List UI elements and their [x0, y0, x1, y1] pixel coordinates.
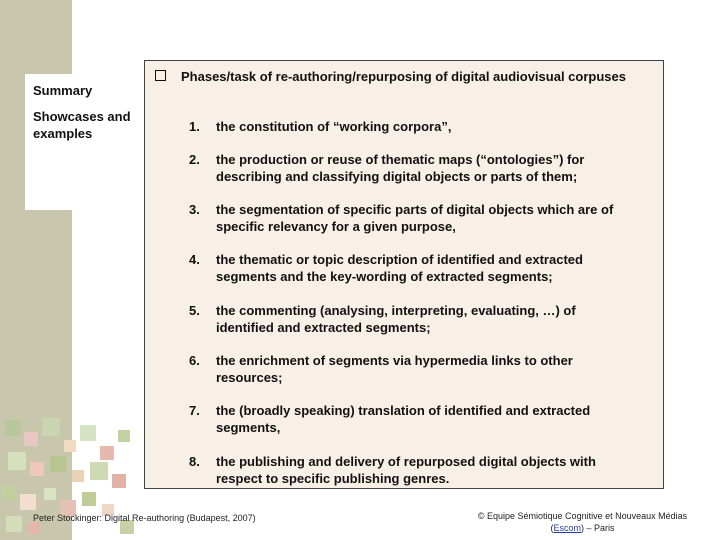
escom-link[interactable]: Escom — [553, 523, 581, 533]
list-item-text: the thematic or topic description of identified and extracted segments and the key-wording of extracted segments; — [216, 252, 583, 284]
list-item-number: 1. — [189, 119, 200, 134]
footer-paren-close: ) – Paris — [581, 523, 615, 533]
decorative-square — [80, 425, 96, 441]
list-item-text: the segmentation of specific parts of digital objects which are of specific relevancy for a given purpose, — [216, 202, 614, 234]
summary-nav-panel — [25, 74, 145, 210]
decorative-square — [20, 494, 36, 510]
decorative-square — [5, 420, 21, 436]
list-item-number: 2. — [189, 152, 200, 167]
list-item — [189, 251, 629, 285]
list-item-number: 4. — [189, 252, 200, 267]
decorative-square — [24, 432, 38, 446]
footer-paren-open: ( — [550, 523, 554, 533]
decorative-square — [64, 440, 76, 452]
list-item — [189, 352, 629, 386]
list-item-number: 5. — [189, 303, 200, 318]
page-title: Phases/task of re-authoring/repurposing of digital audiovisual corpuses — [181, 69, 626, 84]
decorative-square — [30, 462, 44, 476]
list-item-text: the commenting (analysing, interpreting, evaluating, …) of identified and extracted segments; — [216, 303, 576, 335]
list-item — [189, 402, 629, 436]
footer-copyright — [450, 510, 715, 534]
decorative-square — [42, 418, 60, 436]
summary-link[interactable]: Summary — [33, 83, 93, 98]
decorative-square — [100, 446, 114, 460]
decorative-square — [44, 488, 56, 500]
footer-copyright-line: © Equipe Sémiotique Cognitive et Nouveaux Médias — [477, 511, 688, 521]
square-bullet-icon — [155, 70, 166, 81]
heading-row — [155, 68, 635, 85]
showcases-link[interactable]: Showcases and examples — [33, 109, 131, 141]
list-item-text: the constitution of “working corpora”, — [216, 119, 452, 134]
decorative-square — [90, 462, 108, 480]
decorative-square — [2, 486, 16, 500]
decorative-square — [82, 492, 96, 506]
list-item-text: the (broadly speaking) translation of identified and extracted segments, — [216, 403, 591, 435]
list-item — [189, 151, 629, 185]
decorative-square — [8, 452, 26, 470]
decorative-square — [112, 474, 126, 488]
list-item — [189, 302, 629, 336]
list-item-number: 3. — [189, 202, 200, 217]
footer-copyright-line2 — [450, 522, 715, 534]
list-item-number: 7. — [189, 403, 200, 418]
list-item-text: the publishing and delivery of repurposed digital objects with respect to specific publishing genres. — [216, 454, 596, 486]
main-content-box — [144, 60, 664, 489]
list-item — [189, 453, 629, 487]
decorative-square — [28, 522, 40, 534]
decorative-square — [6, 516, 22, 532]
decorative-square — [50, 456, 66, 472]
decorative-square — [118, 430, 130, 442]
list-item-number: 8. — [189, 454, 200, 469]
list-item-text: the enrichment of segments via hypermedia links to other resources; — [216, 353, 573, 385]
decorative-square — [72, 470, 84, 482]
list-item-number: 6. — [189, 353, 200, 368]
list-item — [189, 201, 629, 235]
list-item — [189, 118, 629, 135]
list-item-text: the production or reuse of thematic maps (“ontologies”) for describing and classifying digital objects or parts of them; — [216, 152, 585, 184]
footer-author: Peter Stockinger: Digital Re-authoring (Budapest, 2007) — [33, 513, 256, 523]
